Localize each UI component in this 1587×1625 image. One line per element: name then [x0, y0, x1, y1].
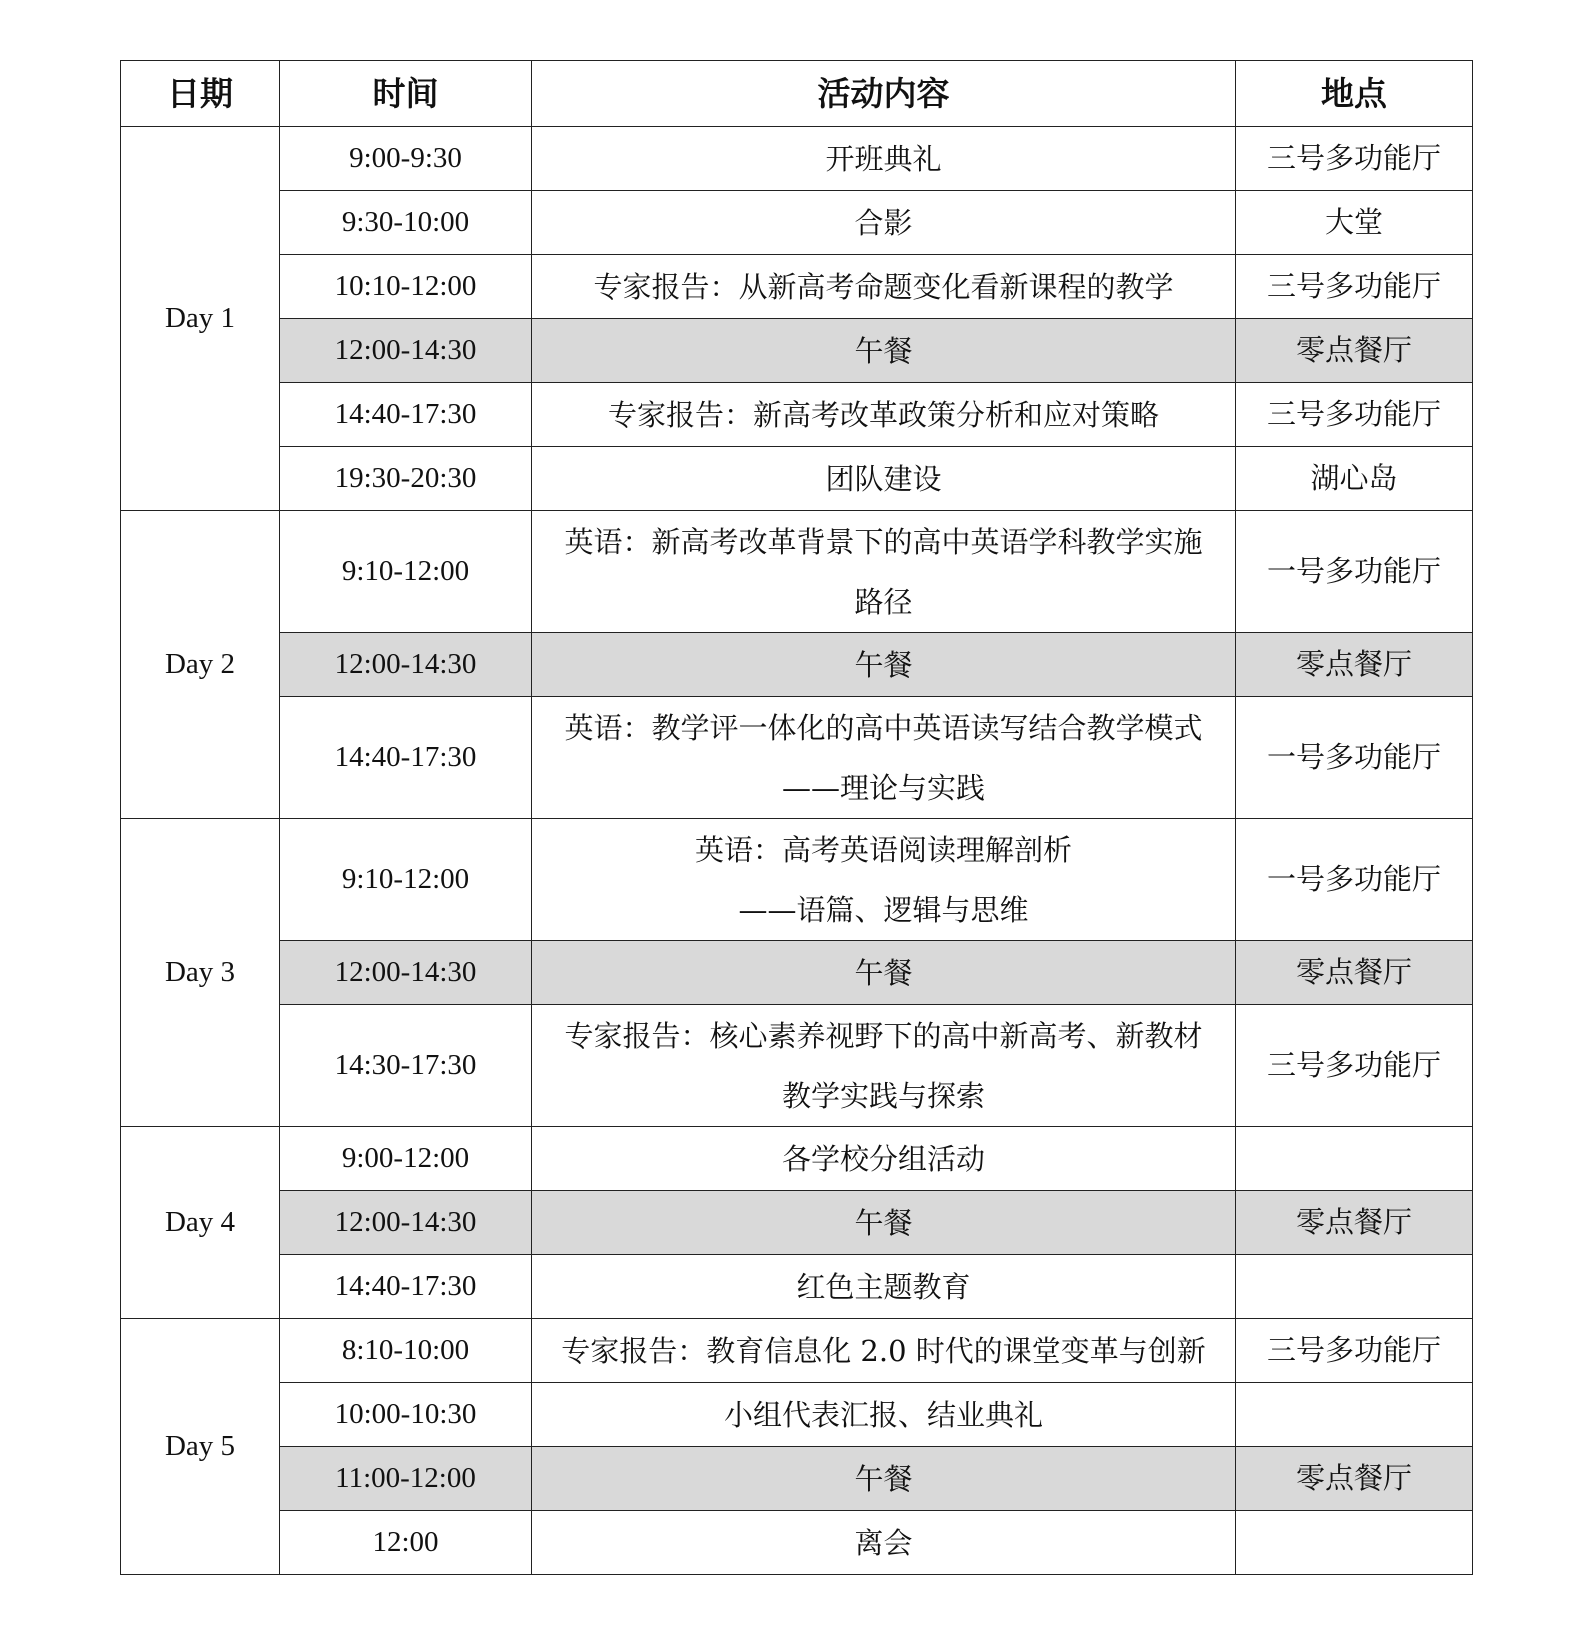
activity-cell — [532, 633, 1236, 697]
time-cell: 11:00-12:00 — [280, 1447, 532, 1511]
activity-line: 午餐 — [854, 647, 913, 682]
activity-line: 英语：高考英语阅读理解剖析 — [694, 832, 1072, 867]
table-row — [121, 1383, 1473, 1447]
activity-line: 教学实践与探索 — [781, 1078, 985, 1113]
location-cell: 零点餐厅 — [1236, 1191, 1473, 1255]
location-cell — [1236, 1127, 1473, 1191]
activity-line: 合影 — [854, 205, 913, 240]
activity-cell — [532, 255, 1236, 319]
activity-line: 专家报告：新高考改革政策分析和应对策略 — [607, 397, 1159, 432]
activity-line: 开班典礼 — [825, 141, 942, 176]
header-activity: 活动内容 — [532, 61, 1236, 127]
activity-line: ——理论与实践 — [781, 770, 985, 805]
time-cell: 14:40-17:30 — [280, 1255, 532, 1319]
table-row — [121, 697, 1473, 819]
time-cell: 14:40-17:30 — [280, 383, 532, 447]
activity-line: 团队建设 — [825, 461, 942, 496]
location-cell: 三号多功能厅 — [1236, 127, 1473, 191]
time-cell: 10:10-12:00 — [280, 255, 532, 319]
header-date: 日期 — [121, 61, 280, 127]
day-label: Day 1 — [121, 127, 280, 511]
time-cell: 19:30-20:30 — [280, 447, 532, 511]
time-cell: 12:00-14:30 — [280, 319, 532, 383]
activity-line: 专家报告：核心素养视野下的高中新高考、新教材 — [564, 1018, 1203, 1053]
location-cell — [1236, 1255, 1473, 1319]
table-row — [121, 941, 1473, 1005]
location-cell: 一号多功能厅 — [1236, 511, 1473, 633]
activity-cell — [532, 1127, 1236, 1191]
activity-cell — [532, 1255, 1236, 1319]
activity-line: 午餐 — [854, 333, 913, 368]
location-cell: 零点餐厅 — [1236, 1447, 1473, 1511]
day-label: Day 2 — [121, 511, 280, 819]
activity-line: 午餐 — [854, 1205, 913, 1240]
activity-cell — [532, 511, 1236, 633]
table-row — [121, 633, 1473, 697]
table-row — [121, 447, 1473, 511]
activity-cell — [532, 941, 1236, 1005]
header-location: 地点 — [1236, 61, 1473, 127]
activity-line: 小组代表汇报、结业典礼 — [723, 1397, 1043, 1432]
table-row — [121, 1255, 1473, 1319]
day-label: Day 5 — [121, 1319, 280, 1575]
location-cell: 大堂 — [1236, 191, 1473, 255]
activity-cell — [532, 319, 1236, 383]
schedule-body — [121, 127, 1473, 1575]
time-cell: 12:00-14:30 — [280, 1191, 532, 1255]
location-cell: 三号多功能厅 — [1236, 255, 1473, 319]
table-row — [121, 191, 1473, 255]
location-cell: 一号多功能厅 — [1236, 819, 1473, 941]
activity-cell — [532, 1383, 1236, 1447]
activity-cell — [532, 1191, 1236, 1255]
location-cell: 零点餐厅 — [1236, 941, 1473, 1005]
activity-cell — [532, 1005, 1236, 1127]
location-cell: 湖心岛 — [1236, 447, 1473, 511]
activity-line: 英语：新高考改革背景下的高中英语学科教学实施 — [564, 524, 1203, 559]
day-label: Day 4 — [121, 1127, 280, 1319]
activity-line: 英语：教学评一体化的高中英语读写结合教学模式 — [564, 710, 1203, 745]
activity-cell — [532, 1447, 1236, 1511]
activity-line: 午餐 — [854, 955, 913, 990]
table-row — [121, 127, 1473, 191]
schedule-table — [120, 60, 1473, 1575]
activity-line: ——语篇、逻辑与思维 — [738, 892, 1029, 927]
activity-line: 午餐 — [854, 1461, 913, 1496]
location-cell: 一号多功能厅 — [1236, 697, 1473, 819]
activity-cell — [532, 127, 1236, 191]
time-cell: 10:00-10:30 — [280, 1383, 532, 1447]
header-row — [121, 61, 1473, 127]
table-row — [121, 1511, 1473, 1575]
activity-cell — [532, 383, 1236, 447]
table-row — [121, 1319, 1473, 1383]
table-row — [121, 255, 1473, 319]
time-cell: 9:00-12:00 — [280, 1127, 532, 1191]
location-cell: 零点餐厅 — [1236, 319, 1473, 383]
activity-cell — [532, 697, 1236, 819]
day-label: Day 3 — [121, 819, 280, 1127]
activity-cell — [532, 1319, 1236, 1383]
table-row — [121, 1005, 1473, 1127]
table-row — [121, 383, 1473, 447]
location-cell: 零点餐厅 — [1236, 633, 1473, 697]
activity-cell — [532, 191, 1236, 255]
activity-line: 红色主题教育 — [796, 1269, 971, 1304]
time-cell: 14:40-17:30 — [280, 697, 532, 819]
location-cell: 三号多功能厅 — [1236, 383, 1473, 447]
time-cell: 12:00-14:30 — [280, 633, 532, 697]
time-cell: 9:00-9:30 — [280, 127, 532, 191]
time-cell: 12:00-14:30 — [280, 941, 532, 1005]
time-cell: 9:10-12:00 — [280, 511, 532, 633]
location-cell: 三号多功能厅 — [1236, 1005, 1473, 1127]
activity-cell — [532, 819, 1236, 941]
header-time: 时间 — [280, 61, 532, 127]
activity-line: 路径 — [854, 584, 913, 619]
time-cell: 9:30-10:00 — [280, 191, 532, 255]
table-row — [121, 1127, 1473, 1191]
table-row — [121, 511, 1473, 633]
activity-cell — [532, 1511, 1236, 1575]
activity-line: 各学校分组活动 — [781, 1141, 985, 1176]
time-cell: 12:00 — [280, 1511, 532, 1575]
table-row — [121, 319, 1473, 383]
table-row — [121, 819, 1473, 941]
location-cell: 三号多功能厅 — [1236, 1319, 1473, 1383]
activity-line: 离会 — [854, 1525, 913, 1560]
time-cell: 9:10-12:00 — [280, 819, 532, 941]
table-row — [121, 1191, 1473, 1255]
time-cell: 8:10-10:00 — [280, 1319, 532, 1383]
activity-line: 专家报告：从新高考命题变化看新课程的教学 — [593, 269, 1174, 304]
location-cell — [1236, 1511, 1473, 1575]
time-cell: 14:30-17:30 — [280, 1005, 532, 1127]
activity-line: 专家报告：教育信息化 2.0 时代的课堂变革与创新 — [561, 1333, 1206, 1368]
activity-cell — [532, 447, 1236, 511]
location-cell — [1236, 1383, 1473, 1447]
table-row — [121, 1447, 1473, 1511]
